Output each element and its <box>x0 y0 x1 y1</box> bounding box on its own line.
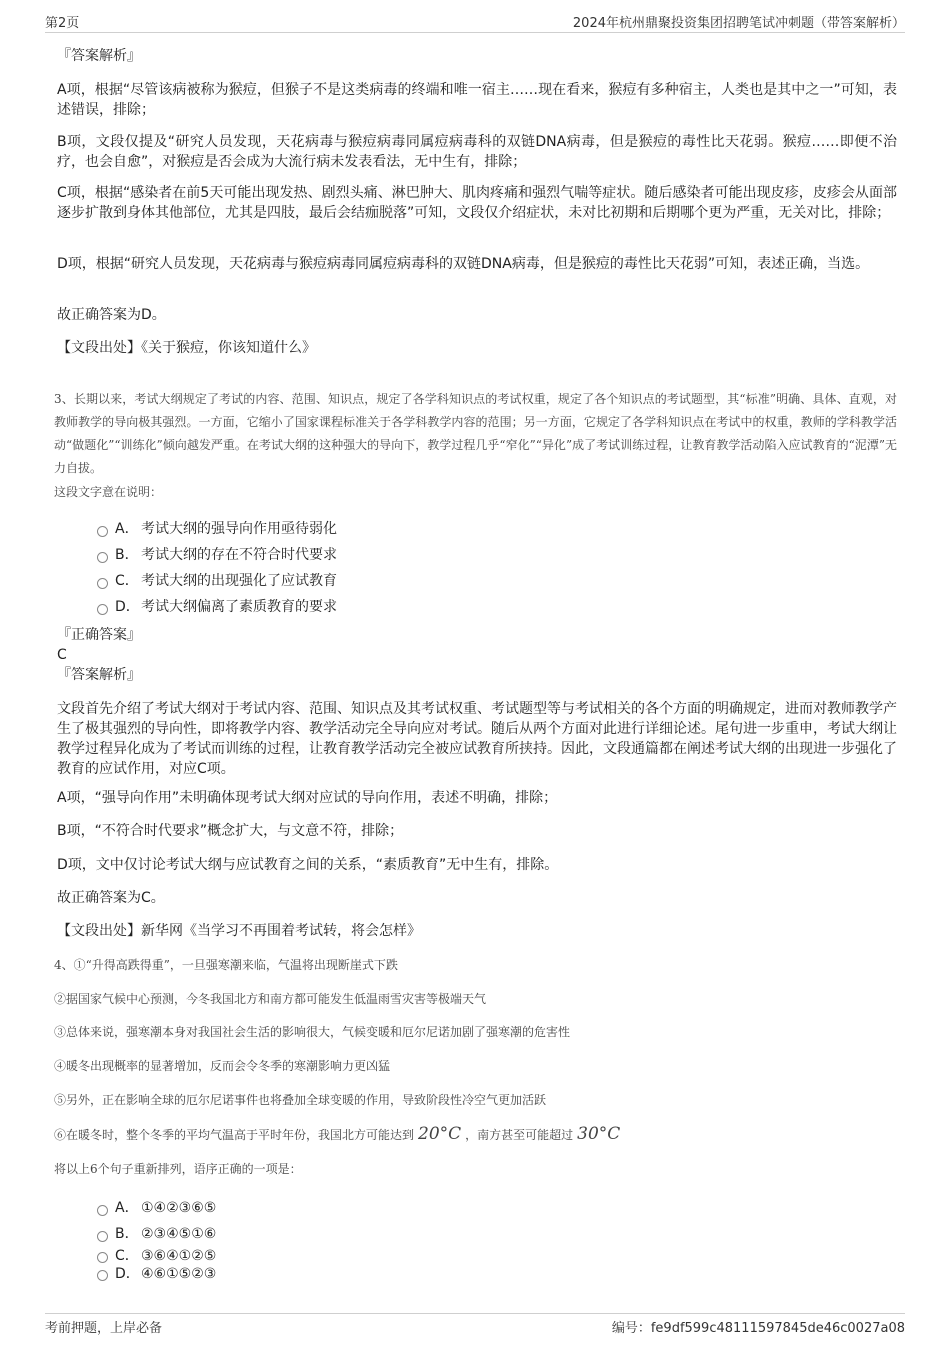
q4-option-b[interactable]: B． ②③④⑤①⑥ <box>57 1221 557 1247</box>
q4-prompt: 将以上6个句子重新排列，语序正确的一项是： <box>54 1162 302 1176</box>
q4-sentence-4: ④暖冬出现概率的显著增加，反而会令冬季的寒潮影响力更凶猛 <box>54 1059 391 1073</box>
q3-option-b[interactable]: B． 考试大纲的存在不符合时代要求 <box>57 542 557 568</box>
q4-option-a[interactable]: A． ①④②③⑥⑤ <box>57 1195 557 1221</box>
radio-icon[interactable] <box>97 526 108 537</box>
radio-icon[interactable] <box>97 1231 108 1242</box>
radio-icon[interactable] <box>97 552 108 563</box>
q3-analysis-heading: 『答案解析』 <box>57 667 141 683</box>
q2-conclusion: 故正确答案为D。 <box>57 307 166 323</box>
page-header <box>45 12 905 33</box>
q4-options <box>57 1195 557 1283</box>
q4-sentence-6: ⑥在暖冬时，整个冬季的平均气温高于平时年份，我国北方可能达到 20°C ，南方甚至可能超过 30°C <box>54 1123 624 1147</box>
q2-analysis-d: D项，根据“研究人员发现，天花病毒与猴痘病毒同属痘病毒科的双链DNA病毒，但是猴痘的毒性比天花弱”可知，表述正确，当选。 <box>57 256 870 272</box>
q3-source: 【文段出处】新华网《当学习不再围着考试转，将会怎样》 <box>57 923 421 939</box>
temperature-north: 20°C <box>418 1124 462 1144</box>
radio-icon[interactable] <box>97 1270 108 1281</box>
q3-option-a[interactable]: A． 考试大纲的强导向作用亟待弱化 <box>57 516 557 542</box>
q3-analysis-b: B项，“不符合时代要求”概念扩大，与文意不符，排除； <box>57 823 404 839</box>
q3-option-d[interactable]: D．考试大纲偏离了素质教育的要求 <box>57 594 557 620</box>
q4-sentence-3: ③总体来说，强寒潮本身对我国社会生活的影响很大，气候变暖和厄尔尼诺加剧了强寒潮的危害性 <box>54 1025 571 1039</box>
q4-option-c[interactable]: C． ③⑥④①②⑤ <box>57 1247 557 1265</box>
page-number: 第2页 <box>45 16 80 31</box>
q4-sentence-2: ②据国家气候中心预测，今冬我国北方和南方都可能发生低温雨雪灾害等极端天气 <box>54 992 487 1006</box>
document-code: 编号：fe9df599c48111597845de46c0027a08 <box>611 1321 905 1336</box>
q3-analysis-d: D项，文中仅讨论考试大纲与应试教育之间的关系，“素质教育”无中生有，排除。 <box>57 857 559 873</box>
q3-option-c[interactable]: C． 考试大纲的出现强化了应试教育 <box>57 568 557 594</box>
footer-slogan: 考前押题，上岸必备 <box>45 1321 163 1336</box>
q3-answer-heading: 『正确答案』 <box>57 627 141 643</box>
radio-icon[interactable] <box>97 578 108 589</box>
q2-analysis-heading: 『答案解析』 <box>57 48 141 64</box>
radio-icon[interactable] <box>97 1205 108 1216</box>
document-title: 2024年杭州鼎聚投资集团招聘笔试冲刺题（带答案解析） <box>572 16 905 31</box>
q4-sentence-1: 4、①“升得高跌得重”，一旦强寒潮来临，气温将出现断崖式下跌 <box>54 958 398 972</box>
q4-sentence-5: ⑤另外，正在影响全球的厄尔尼诺事件也将叠加全球变暖的作用，导致阶段性冷空气更加活跃 <box>54 1093 547 1107</box>
q3-stem: 3、长期以来，考试大纲规定了考试的内容、范围、知识点，规定了各学科知识点的考试权重，规定了各个知识点的考试题型，其“标准”明确、具体、直观，对教师教学的导向极其强烈。一方面，它缩小了国家课程标准关于各学科教学内容的范围；另一方面，它规定了各学科知识点在考试中的权重，教师的学科教学活动“做题化”“训练化”倾向越发严重。在考试大纲的这种强大的导向下，教学过程几乎“窄化”“异化”成了考试训练过程，让教育教学活动陷入应试教育的“泥潭”无力自拔。 <box>54 392 897 475</box>
q3-options <box>57 516 557 620</box>
q3-analysis-a: A项，“强导向作用”未明确体现考试大纲对应试的导向作用，表述不明确，排除； <box>57 790 558 806</box>
radio-icon[interactable] <box>97 1252 108 1263</box>
temperature-south: 30°C <box>577 1124 621 1144</box>
q2-analysis-c: C项，根据“感染者在前5天可能出现发热、剧烈头痛、淋巴肿大、肌肉疼痛和强烈气喘等症状。随后感染者可能出现皮疹，皮疹会从面部逐步扩散到身体其他部位，尤其是四肢，最后会结痂脱落”可知，文段仅介绍症状，未对比初期和后期哪个更为严重，无关对比，排除； <box>57 185 897 221</box>
q2-analysis-a: A项，根据“尽管该病被称为猴痘，但猴子不是这类病毒的终端和唯一宿主……现在看来，猴痘有多种宿主，人类也是其中之一”可知，表述错误，排除； <box>57 82 897 118</box>
q2-analysis-b: B项，文段仅提及“研究人员发现，天花病毒与猴痘病毒同属痘病毒科的双链DNA病毒，但是猴痘的毒性比天花弱。猴痘……即便不治疗，也会自愈”，对猴痘是否会成为大流行病未发表看法，无中生有，排除； <box>57 134 897 170</box>
q3-answer: C <box>57 647 67 663</box>
q2-source: 【文段出处】《关于猴痘，你该知道什么》 <box>57 340 316 356</box>
q3-conclusion: 故正确答案为C。 <box>57 890 165 906</box>
radio-icon[interactable] <box>97 604 108 615</box>
page-footer <box>45 1313 905 1336</box>
q3-analysis: 文段首先介绍了考试大纲对于考试内容、范围、知识点及其考试权重、考试题型等与考试相关的各个方面的明确规定，进而对教师教学产生了极其强烈的导向性，即将教学内容、教学活动完全导向应对考试。随后从两个方面对此进行详细论述。尾句进一步重申，考试大纲让教学过程异化成为了考试而训练的过程，让教育教学活动完全被应试教育所挟持。因此，文段通篇都在阐述考试大纲的出现进一步强化了教育的应试作用，对应C项。 <box>57 701 897 777</box>
q3-prompt: 这段文字意在说明： <box>54 485 163 499</box>
q4-option-d[interactable]: D．④⑥①⑤②③ <box>57 1265 557 1283</box>
